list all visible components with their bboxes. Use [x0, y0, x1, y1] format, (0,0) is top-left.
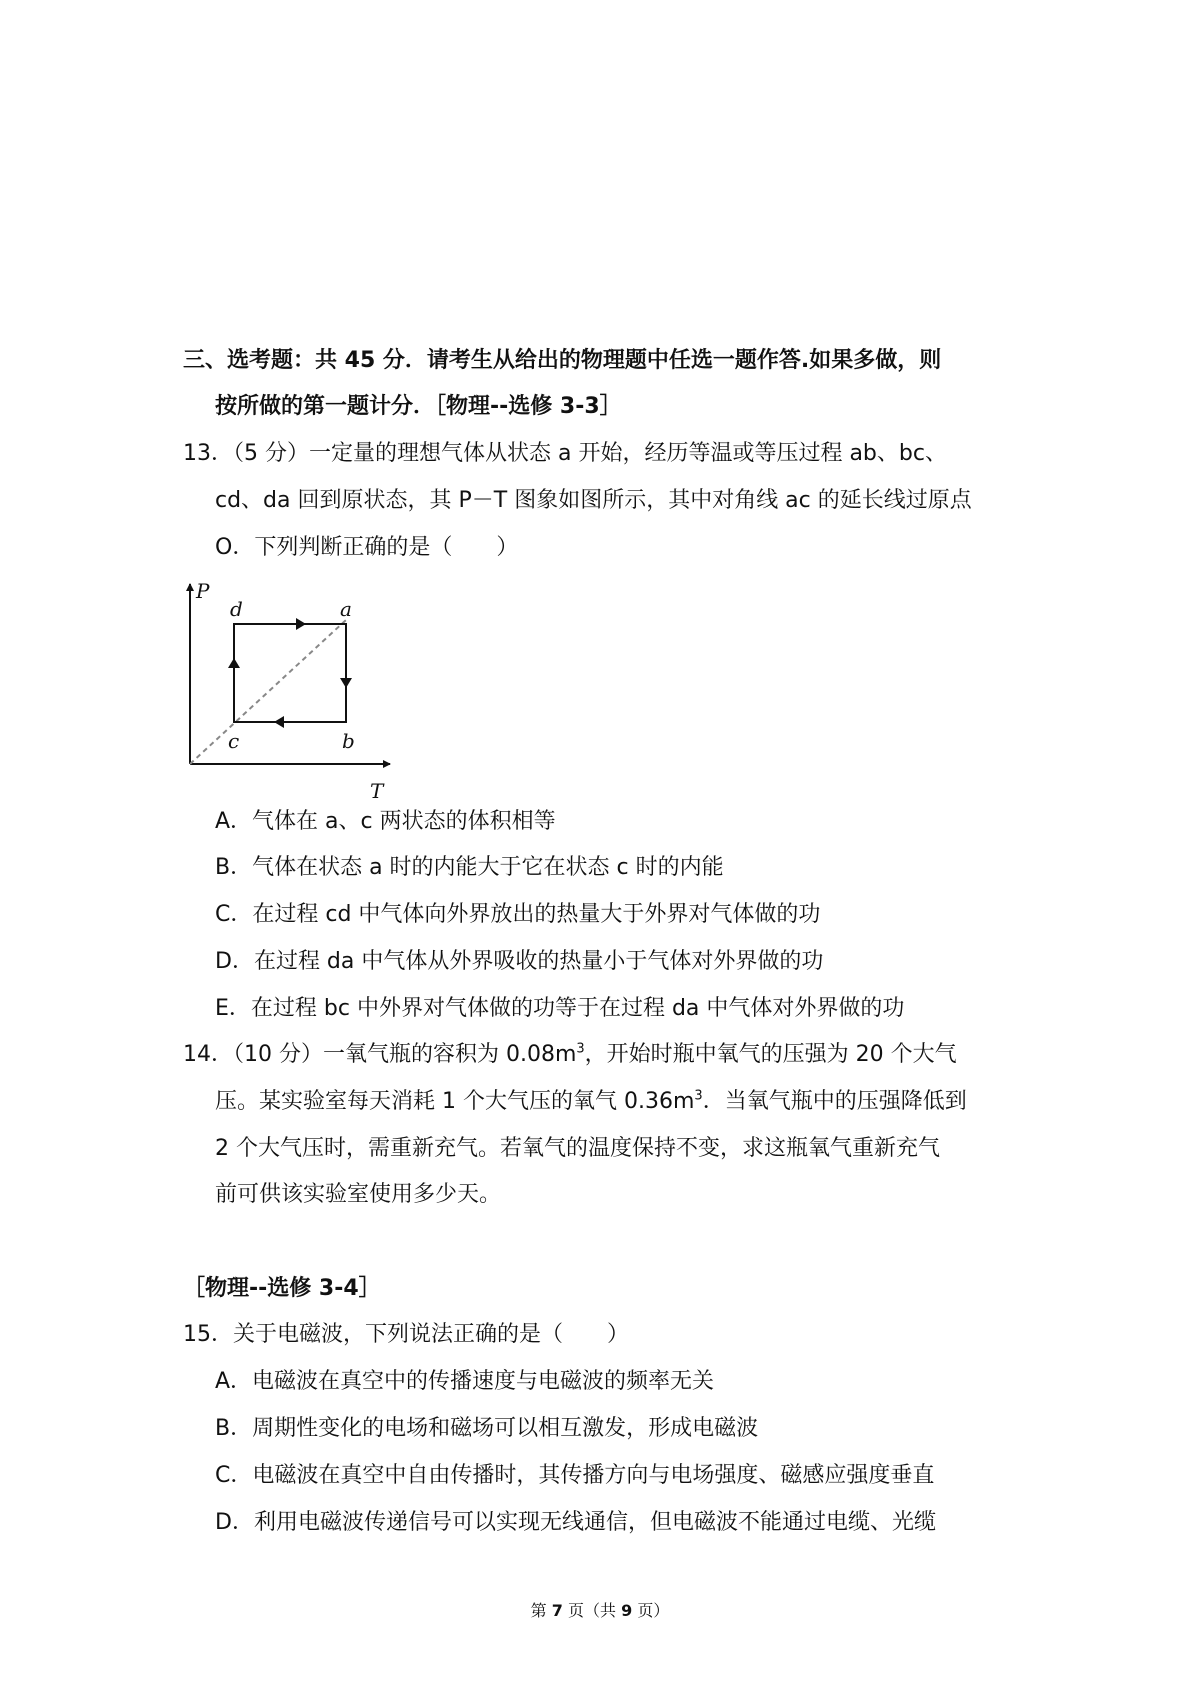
- q13-option-b: B．气体在状态 a 时的内能大于它在状态 c 时的内能: [215, 855, 724, 880]
- point-label-d: d: [230, 597, 243, 621]
- q14-line1: [183, 1040, 957, 1070]
- footer-middle: 页（共: [567, 1601, 616, 1620]
- p-t-diagram: [160, 578, 400, 802]
- footer-total-pages: 9: [621, 1601, 633, 1620]
- footer-suffix: 页）: [637, 1601, 670, 1620]
- axis-label-p: P: [196, 579, 210, 603]
- footer-page-number: 7: [551, 1601, 563, 1620]
- q14-line2-rest: ．当氧气瓶中的压强降低到: [702, 1089, 967, 1114]
- q15-option-a: A．电磁波在真空中的传播速度与电磁波的频率无关: [215, 1369, 715, 1394]
- q13-option-c: C．在过程 cd 中气体向外界放出的热量大于外界对气体做的功: [215, 902, 821, 927]
- q14-line2-superscript: 3: [694, 1088, 703, 1104]
- section-3-heading-line1: 三、选考题：共 45 分．请考生从给出的物理题中任选一题作答.如果多做，则: [183, 348, 942, 373]
- footer-prefix: 第: [530, 1601, 547, 1620]
- q14-line2-text: 压。某实验室每天消耗 1 个大气压的氧气 0.36m: [215, 1089, 695, 1114]
- section-3-heading-line2: 按所做的第一题计分．［物理--选修 3-3］: [215, 394, 622, 419]
- q14-line3: 2 个大气压时，需重新充气。若氧气的温度保持不变，求这瓶氧气重新充气: [215, 1136, 940, 1161]
- q13-line3: O．下列判断正确的是（ ）: [215, 535, 519, 560]
- q14-line4: 前可供该实验室使用多少天。: [215, 1182, 502, 1207]
- point-label-c: c: [228, 729, 240, 753]
- arrow-da: [296, 618, 306, 630]
- arrow-ab: [340, 678, 352, 688]
- q13-option-d: D．在过程 da 中气体从外界吸收的热量小于气体对外界做的功: [215, 949, 824, 974]
- diagonal-dashed-line: [190, 620, 346, 764]
- point-label-a: a: [340, 597, 352, 621]
- q15-stem: 15．关于电磁波，下列说法正确的是（ ）: [183, 1322, 629, 1347]
- q14-line1-text: 14．（10 分）一氧气瓶的容积为 0.08m: [183, 1042, 577, 1067]
- q13-line2: cd、da 回到原状态，其 P－T 图象如图所示，其中对角线 ac 的延长线过原点: [215, 488, 972, 513]
- q14-line2: [215, 1087, 967, 1117]
- q14-line1-rest: ，开始时瓶中氧气的压强为 20 个大气: [584, 1042, 957, 1067]
- arrow-bc: [274, 716, 284, 728]
- section-3-4-heading: ［物理--选修 3-4］: [183, 1276, 381, 1301]
- q13-option-e: E．在过程 bc 中外界对气体做的功等于在过程 da 中气体对外界做的功: [215, 996, 905, 1021]
- q13-line1: 13．（5 分）一定量的理想气体从状态 a 开始，经历等温或等压过程 ab、bc、: [183, 441, 947, 466]
- q14-line1-superscript: 3: [576, 1041, 585, 1057]
- q15-option-d: D．利用电磁波传递信号可以实现无线通信，但电磁波不能通过电缆、光缆: [215, 1510, 936, 1535]
- point-label-b: b: [342, 729, 355, 753]
- arrow-cd: [228, 658, 240, 668]
- axis-label-t: T: [370, 779, 384, 802]
- q15-option-c: C．电磁波在真空中自由传播时，其传播方向与电场强度、磁感应强度垂直: [215, 1463, 935, 1488]
- page-footer: [0, 1598, 1200, 1621]
- q13-option-a: A．气体在 a、c 两状态的体积相等: [215, 809, 556, 834]
- q15-option-b: B．周期性变化的电场和磁场可以相互激发，形成电磁波: [215, 1416, 759, 1441]
